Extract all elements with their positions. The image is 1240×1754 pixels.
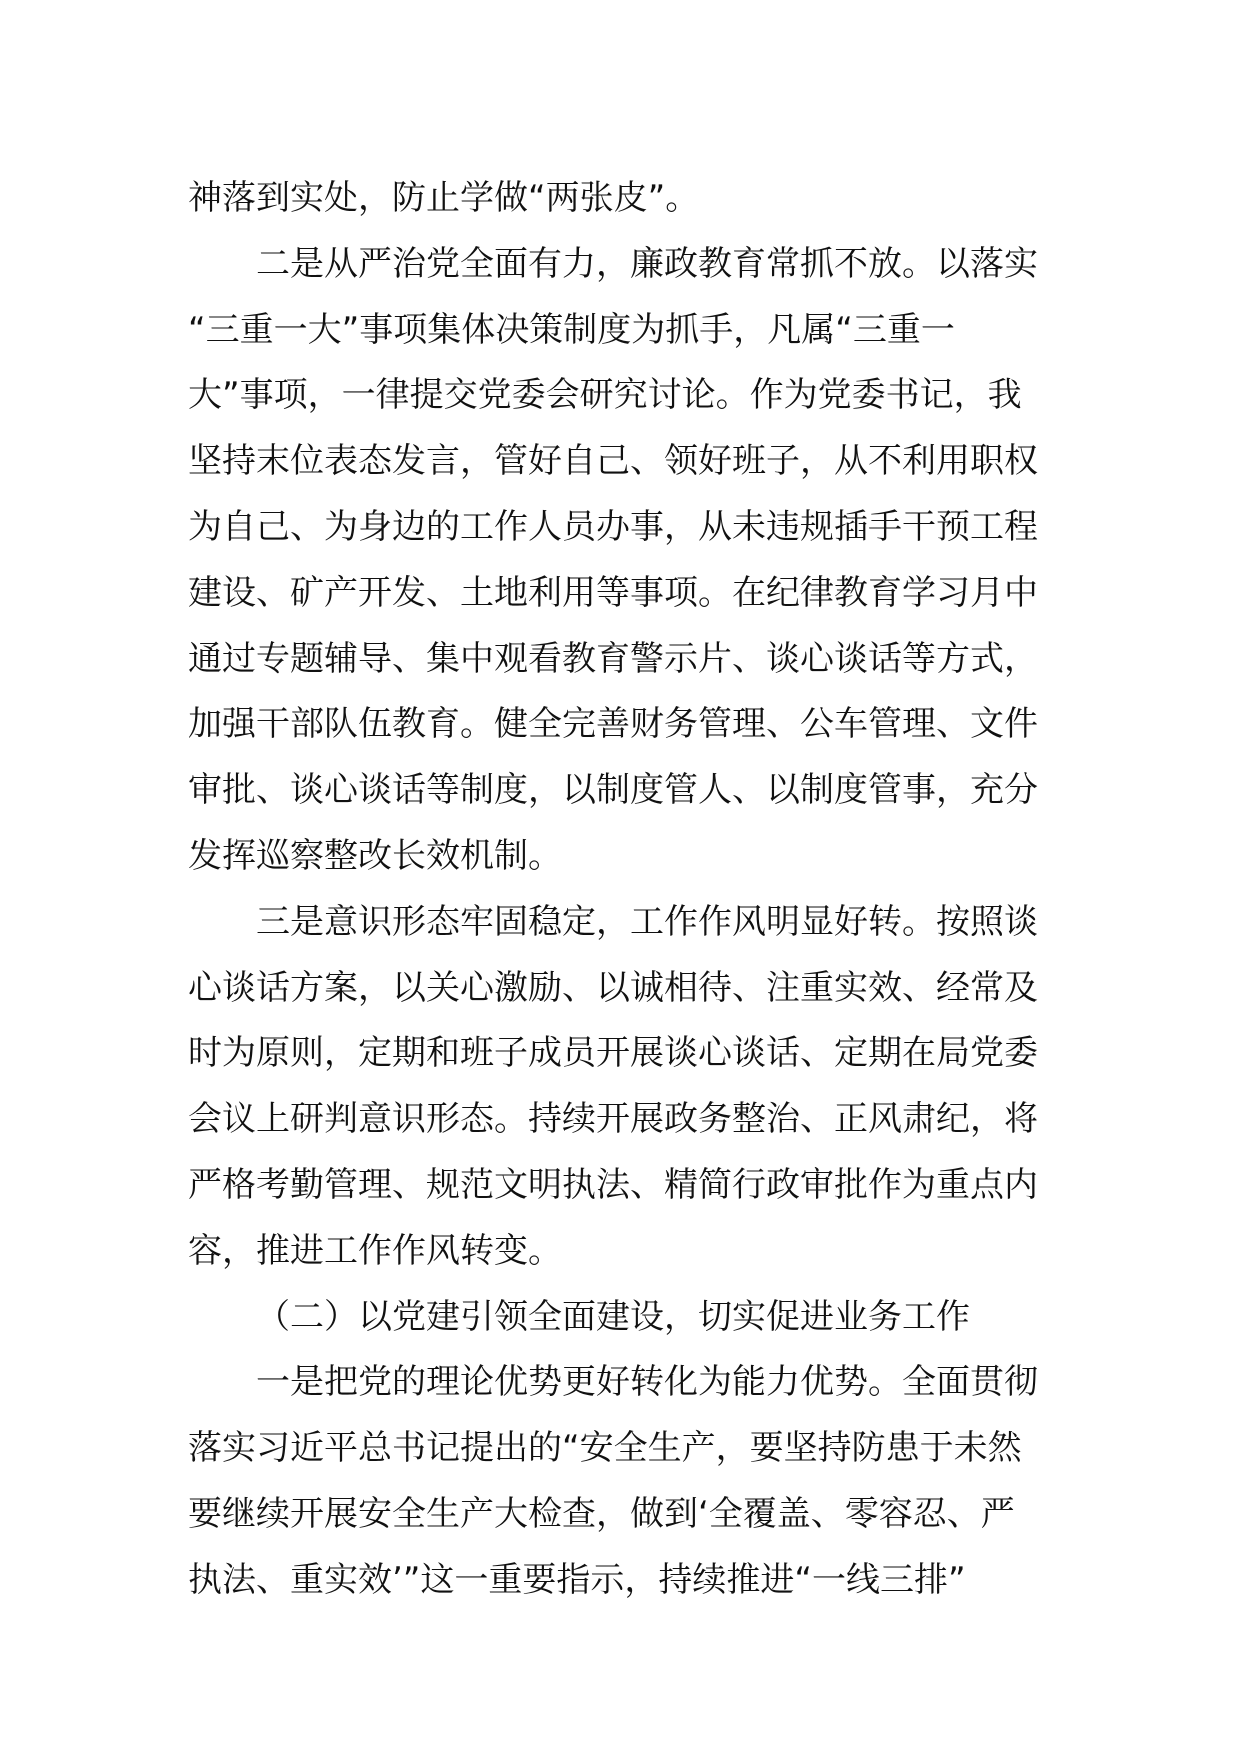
paragraph-start-line: 三是意识形态牢固稳定，工作作风明显好转。按照谈: [256, 901, 1038, 942]
text-line: 为自己、为身边的工作人员办事，从未违规插手干预工程: [188, 506, 1038, 547]
text-line: 大”事项，一律提交党委会研究讨论。作为党委书记，我: [188, 375, 1022, 416]
paragraph-start-line: 二是从严治党全面有力，廉政教育常抓不放。以落实: [256, 243, 1038, 284]
text-line: “三重一大”事项集体决策制度为抓手，凡属“三重一: [188, 309, 955, 350]
text-line: 坚持末位表态发言，管好自己、领好班子，从不利用职权: [188, 441, 1038, 482]
text-line: 执法、重实效’”这一重要指示，持续推进“一线三排”: [188, 1559, 966, 1600]
text-line: 通过专题辅导、集中观看教育警示片、谈心谈话等方式，: [188, 638, 1038, 679]
text-line: 会议上研判意识形态。持续开展政务整治、正风肃纪，将: [188, 1099, 1038, 1140]
text-line: 神落到实处，防止学做“两张皮”。: [188, 178, 700, 218]
text-line: 加强干部队伍教育。健全完善财务管理、公车管理、文件: [188, 704, 1038, 745]
text-line: 容，推进工作作风转变。: [188, 1230, 562, 1271]
text-line: 心谈话方案，以关心激励、以诚相待、注重实效、经常及: [188, 967, 1038, 1008]
text-line: 严格考勤管理、规范文明执法、精简行政审批作为重点内: [188, 1164, 1038, 1205]
text-line: 建设、矿产开发、土地利用等事项。在纪律教育学习月中: [188, 572, 1038, 613]
text-line: 时为原则，定期和班子成员开展谈心谈话、定期在局党委: [188, 1033, 1038, 1074]
text-line: 审批、谈心谈话等制度，以制度管人、以制度管事，充分: [188, 770, 1038, 811]
text-line: 落实习近平总书记提出的“安全生产，要坚持防患于未然: [188, 1428, 1022, 1469]
body-text: [188, 166, 1056, 1614]
text-line: 要继续开展安全生产大检查，做到‘全覆盖、零容忍、严: [188, 1493, 1015, 1534]
paragraph-start-line: 一是把党的理论优势更好转化为能力优势。全面贯彻: [256, 1362, 1038, 1403]
text-line: 发挥巡察整改长效机制。: [188, 835, 562, 876]
section-heading: （二）以党建引领全面建设，切实促进业务工作: [256, 1296, 970, 1337]
